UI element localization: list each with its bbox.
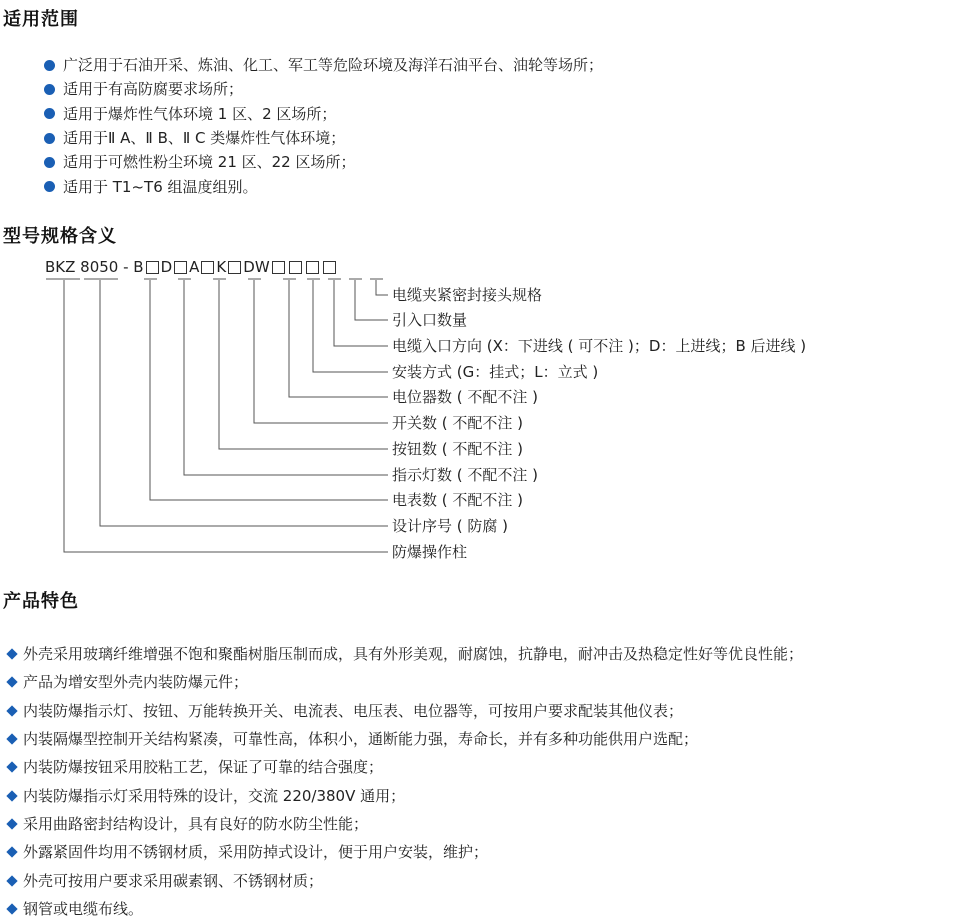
model-label: 防爆操作柱 bbox=[392, 543, 468, 561]
bullet-diamond-icon bbox=[6, 875, 17, 886]
model-label: 设计序号 ( 防腐 ) bbox=[392, 517, 509, 535]
placeholder-box-icon bbox=[146, 261, 159, 274]
model-code-dw: DW bbox=[243, 258, 270, 276]
features-list bbox=[5, 640, 803, 923]
model-label: 电表数 ( 不配不注 ) bbox=[392, 491, 524, 509]
list-item: 采用曲路密封结构设计，具有良好的防水防尘性能； bbox=[5, 810, 803, 838]
bullet-diamond-icon bbox=[6, 648, 17, 659]
list-item: 适用于有高防腐要求场所； bbox=[44, 77, 603, 101]
placeholder-box-icon bbox=[289, 261, 302, 274]
placeholder-box-icon bbox=[201, 261, 214, 274]
placeholder-box-icon bbox=[174, 261, 187, 274]
model-code-d: D bbox=[160, 258, 173, 276]
placeholder-box-icon bbox=[323, 261, 336, 274]
model-code bbox=[45, 257, 338, 277]
list-item: 适用于 T1~T6 组温度组别。 bbox=[44, 174, 603, 198]
list-item: 适用于Ⅱ A、Ⅱ B、Ⅱ C 类爆炸性气体环境； bbox=[44, 126, 603, 150]
model-code-a: A bbox=[189, 258, 200, 276]
list-item: 外壳采用玻璃纤维增强不饱和聚酯树脂压制而成，具有外形美观，耐腐蚀，抗静电，耐冲击及热稳定性好等优良性能； bbox=[5, 640, 803, 668]
placeholder-box-icon bbox=[272, 261, 285, 274]
bullet-diamond-icon bbox=[6, 790, 17, 801]
list-item: 外露紧固件均用不锈钢材质，采用防掉式设计，便于用户安装，维护； bbox=[5, 838, 803, 866]
list-item: 内装防爆按钮采用胶粘工艺，保证了可靠的结合强度； bbox=[5, 753, 803, 781]
list-item: 内装防爆指示灯、按钮、万能转换开关、电流表、电压表、电位器等，可按用户要求配装其他仪表； bbox=[5, 697, 803, 725]
list-item: 广泛用于石油开采、炼油、化工、军工等危险环境及海洋石油平台、油轮等场所； bbox=[44, 53, 603, 77]
bullet-diamond-icon bbox=[6, 818, 17, 829]
list-item: 外壳可按用户要求采用碳素钢、不锈钢材质； bbox=[5, 866, 803, 894]
model-heading: 型号规格含义 bbox=[3, 226, 117, 247]
bullet-diamond-icon bbox=[6, 677, 17, 688]
list-item: 内装防爆指示灯采用特殊的设计，交流 220/380V 通用； bbox=[5, 781, 803, 809]
bullet-diamond-icon bbox=[6, 733, 17, 744]
model-label: 电缆夹紧密封接头规格 bbox=[392, 286, 543, 304]
model-code-k: K bbox=[216, 258, 227, 276]
bullet-diamond-icon bbox=[6, 762, 17, 773]
model-label: 引入口数量 bbox=[392, 311, 468, 329]
model-code-prefix: BKZ 8050 - B bbox=[45, 258, 144, 276]
placeholder-box-icon bbox=[228, 261, 241, 274]
bullet-diamond-icon bbox=[6, 847, 17, 858]
list-item: 适用于可燃性粉尘环境 21 区、22 区场所； bbox=[44, 150, 603, 174]
list-item: 内装隔爆型控制开关结构紧凑，可靠性高，体积小，通断能力强，寿命长，并有多种功能供用户选配； bbox=[5, 725, 803, 753]
model-label: 电缆入口方向 (X：下进线 ( 可不注 )；D：上进线；B 后进线 ) bbox=[392, 337, 807, 355]
model-label: 开关数 ( 不配不注 ) bbox=[392, 414, 524, 432]
features-heading: 产品特色 bbox=[3, 591, 79, 612]
model-label: 电位器数 ( 不配不注 ) bbox=[392, 388, 539, 406]
bullet-diamond-icon bbox=[6, 903, 17, 914]
list-item: 钢管或电缆布线。 bbox=[5, 895, 803, 923]
list-item: 适用于爆炸性气体环境 1 区、2 区场所； bbox=[44, 102, 603, 126]
scope-heading: 适用范围 bbox=[3, 9, 79, 30]
model-label: 指示灯数 ( 不配不注 ) bbox=[392, 466, 539, 484]
model-label: 按钮数 ( 不配不注 ) bbox=[392, 440, 524, 458]
model-label: 安装方式 (G：挂式；L：立式 ) bbox=[392, 363, 599, 381]
bullet-diamond-icon bbox=[6, 705, 17, 716]
placeholder-box-icon bbox=[306, 261, 319, 274]
list-item: 产品为增安型外壳内装防爆元件； bbox=[5, 668, 803, 696]
